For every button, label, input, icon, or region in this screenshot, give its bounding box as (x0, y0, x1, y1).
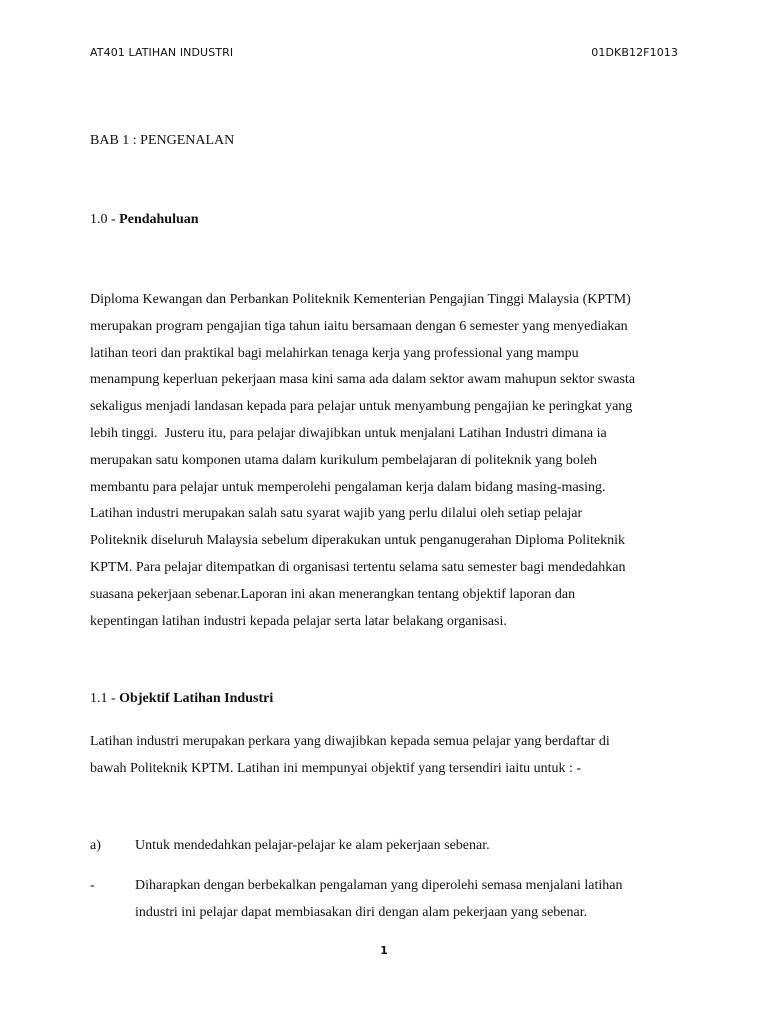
paragraph-line: kepentingan latihan industri kepada pelajar serta latar belakang organisasi. (90, 613, 507, 629)
paragraph-line: bawah Politeknik KPTM. Latihan ini mempunyai objektif yang tersendiri iaitu untuk : - (90, 760, 582, 776)
paragraph-line: KPTM. Para pelajar ditempatkan di organisasi tertentu selama satu semester bagi mendedahkan (90, 559, 626, 575)
header-student-id: 01DKB12F1013 (591, 46, 678, 59)
running-header (90, 46, 678, 64)
list-marker: - (90, 878, 95, 893)
paragraph-line: Diploma Kewangan dan Perbankan Politeknik Kementerian Pengajian Tinggi Malaysia (KPTM) (90, 292, 631, 307)
paragraph-line: suasana pekerjaan sebenar.Laporan ini akan menerangkan tentang objektif laporan dan (90, 586, 576, 602)
paragraph-line: lebih tinggi. Justeru itu, para pelajar diwajibkan untuk menjalani Latihan Industri dimana ia (90, 425, 607, 441)
section-heading-pendahuluan (90, 212, 199, 228)
paragraph-line: sekaligus menjadi landasan kepada para pelajar untuk menyambung pengajian ke peringkat yang (90, 399, 633, 415)
list-item-body (135, 833, 695, 860)
section-number: 1.1 - (90, 691, 120, 706)
paragraph-objektif (90, 729, 690, 783)
list-item-body (135, 873, 695, 927)
list-item-line: Untuk mendedahkan pelajar-pelajar ke alam pekerjaan sebenar. (135, 838, 490, 853)
paragraph-line: Latihan industri merupakan salah satu syarat wajib yang perlu dilalui oleh setiap pelajar (90, 506, 583, 522)
paragraph-line: Politeknik diseluruh Malaysia sebelum diperakukan untuk penganugerahan Diploma Politeknik (90, 533, 626, 549)
page-number: 1 (380, 944, 388, 957)
section-title: Objektif Latihan Industri (119, 691, 274, 706)
paragraph-line: latihan teori dan praktikal bagi melahirkan tenaga kerja yang professional yang mampu (90, 345, 579, 361)
paragraph-line: membantu para pelajar untuk memperolehi pengalaman kerja dalam bidang masing-masing. (90, 479, 606, 495)
section-title: Pendahuluan (119, 212, 199, 227)
section-number: 1.0 - (90, 212, 120, 227)
list-item-line: Diharapkan dengan berbekalkan pengalaman yang diperolehi semasa menjalani latihan (135, 878, 623, 893)
paragraph-line: merupakan satu komponen utama dalam kurikulum pembelajaran di politeknik yang boleh (90, 452, 597, 468)
paragraph-line: Latihan industri merupakan perkara yang diwajibkan kepada semua pelajar yang berdaftar di (90, 734, 610, 749)
list-item-line: industri ini pelajar dapat membiasakan diri dengan alam pekerjaan yang sebenar. (135, 904, 588, 920)
list-marker: a) (90, 838, 101, 853)
paragraph-line: menampung keperluan pekerjaan masa kini sama ada dalam sektor awam mahupun sektor swasta (90, 372, 636, 388)
section-heading-objektif (90, 691, 273, 707)
paragraph-line: merupakan program pengajian tiga tahun iaitu bersamaan dengan 6 semester yang menyediakan (90, 318, 628, 334)
chapter-title: BAB 1 : PENGENALAN (90, 133, 235, 148)
paragraph-pendahuluan (90, 287, 690, 635)
header-course-code: AT401 LATIHAN INDUSTRI (90, 46, 234, 59)
